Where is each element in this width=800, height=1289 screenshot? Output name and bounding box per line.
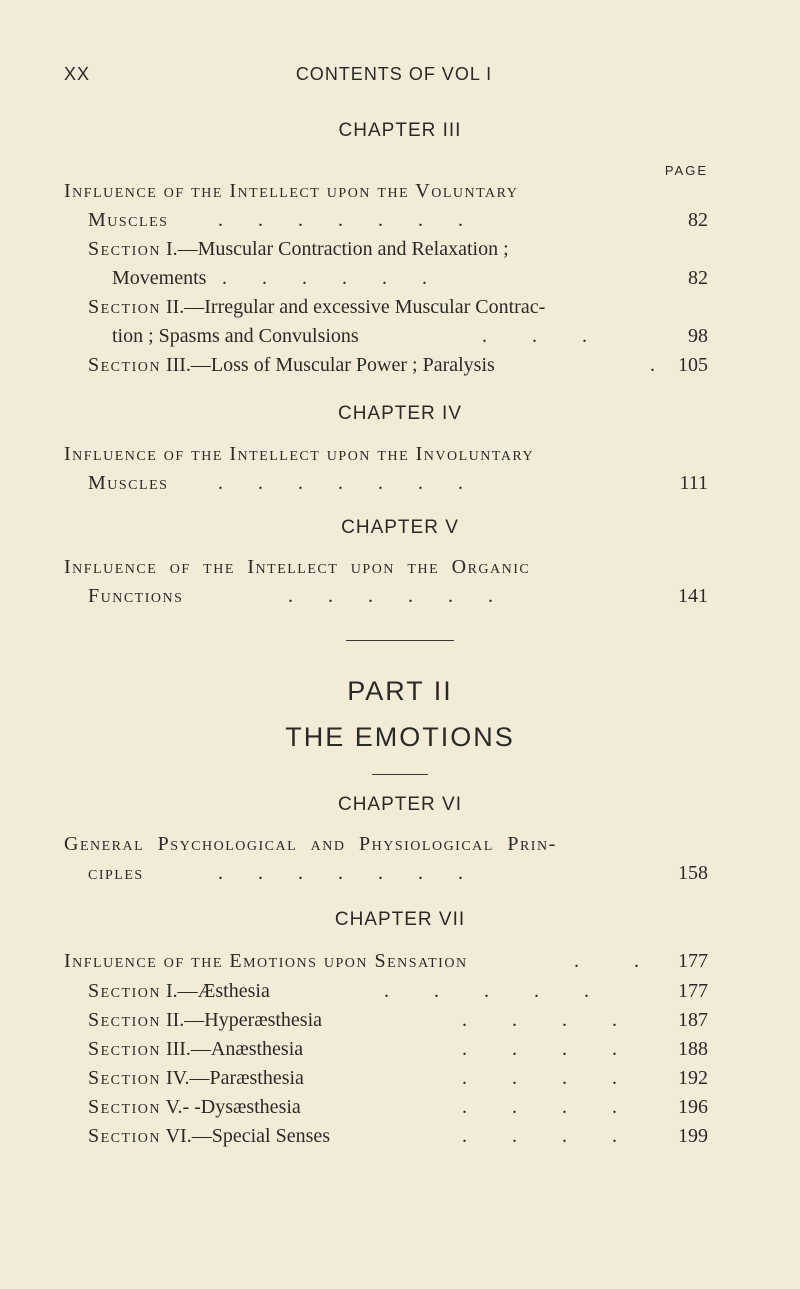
page-column-label: PAGE [664,163,708,178]
toc-entry-ch7-section-2[interactable]: Section II.—Hyperæsthesia . . . . 187 [88,1006,708,1034]
leader-dots: . . . . [462,1067,617,1089]
leader-dots: . . . . . . [288,585,493,607]
toc-page-number: 196 [678,1096,708,1118]
toc-entry-ch3-title[interactable]: Influence of the Intellect upon the Voluntary [64,180,519,202]
leader-dots: . [650,354,655,376]
section-divider [372,774,428,775]
toc-entry-ch3-section-2-cont[interactable]: tion ; Spasms and Convulsions . . . 98 [112,322,708,350]
toc-page-number: 111 [679,472,708,494]
leader-dots: . . . . . . . [218,209,463,231]
toc-page-number: 188 [678,1038,708,1060]
toc-entry-ch7-title[interactable]: Influence of the Emotions upon Sensation . . 177 [64,947,708,975]
section-divider [346,640,454,641]
leader-dots: . . . . . . . [218,862,463,884]
leader-dots: . . . [482,325,587,347]
toc-page-number: 187 [678,1009,708,1031]
chapter-7-heading: CHAPTER VII [334,909,466,930]
toc-entry-ch3-section-3[interactable]: Section III.—Loss of Muscular Power ; Paralysis . 105 [88,351,708,379]
chapter-4-heading: CHAPTER IV [337,403,463,424]
running-title: CONTENTS OF VOL I [295,64,493,84]
toc-entry-ch7-section-4[interactable]: Section IV.—Paræsthesia . . . . 192 [88,1064,708,1092]
toc-page-number: 158 [678,862,708,884]
leader-dots: . . . . [462,1125,617,1147]
part-subtitle: THE EMOTIONS [285,722,515,752]
toc-page-number: 105 [678,354,708,376]
leader-dots: . . . . . . [222,267,427,289]
toc-entry-ch5-title[interactable]: Influence of the Intellect upon the Organic [64,556,531,578]
page-number: XX [64,64,91,84]
toc-entry-ch7-section-1[interactable]: Section I.—Æsthesia . . . . . 177 [88,977,708,1005]
running-head [64,64,724,88]
chapter-6-heading: CHAPTER VI [337,794,463,815]
toc-entry-ch4-title[interactable]: Influence of the Intellect upon the Involuntary [64,443,535,465]
toc-page-number: 177 [678,950,708,972]
toc-entry-ch4-title-cont[interactable]: Muscles . . . . . . . 111 [88,469,708,497]
leader-dots: . . . . . [384,980,589,1002]
toc-entry-ch3-section-2[interactable]: Section II.—Irregular and excessive Muscular Contrac- [88,296,546,318]
toc-page-number: 141 [678,585,708,607]
toc-page-number: 82 [688,209,708,231]
toc-entry-ch6-title-cont[interactable]: ciples . . . . . . . 158 [88,859,708,887]
toc-page-number: 98 [688,325,708,347]
toc-page-number: 82 [688,267,708,289]
leader-dots: . . [574,950,639,972]
chapter-5-heading: CHAPTER V [341,517,459,538]
chapter-3-heading: CHAPTER III [338,120,462,141]
part-title: PART II [347,676,453,706]
toc-entry-ch6-title[interactable]: General Psychological and Physiological Prin- [64,833,557,855]
toc-entry-ch3-title-cont[interactable]: Muscles . . . . . . . 82 [88,206,708,234]
toc-entry-ch7-section-5[interactable]: Section V.- -Dysæsthesia . . . . 196 [88,1093,708,1121]
toc-page-number: 199 [678,1125,708,1147]
toc-page-number: 192 [678,1067,708,1089]
toc-page-number: 177 [678,980,708,1002]
toc-entry-ch7-section-3[interactable]: Section III.—Anæsthesia . . . . 188 [88,1035,708,1063]
toc-entry-ch3-section-1[interactable]: Section I.—Muscular Contraction and Relaxation ; [88,238,509,260]
toc-entry-ch7-section-6[interactable]: Section VI.—Special Senses . . . . 199 [88,1122,708,1150]
leader-dots: . . . . [462,1009,617,1031]
leader-dots: . . . . . . . [218,472,463,494]
leader-dots: . . . . [462,1096,617,1118]
leader-dots: . . . . [462,1038,617,1060]
toc-entry-ch5-title-cont[interactable]: Functions . . . . . . 141 [88,582,708,610]
toc-entry-ch3-section-1-cont[interactable]: Movements . . . . . . 82 [112,264,708,292]
